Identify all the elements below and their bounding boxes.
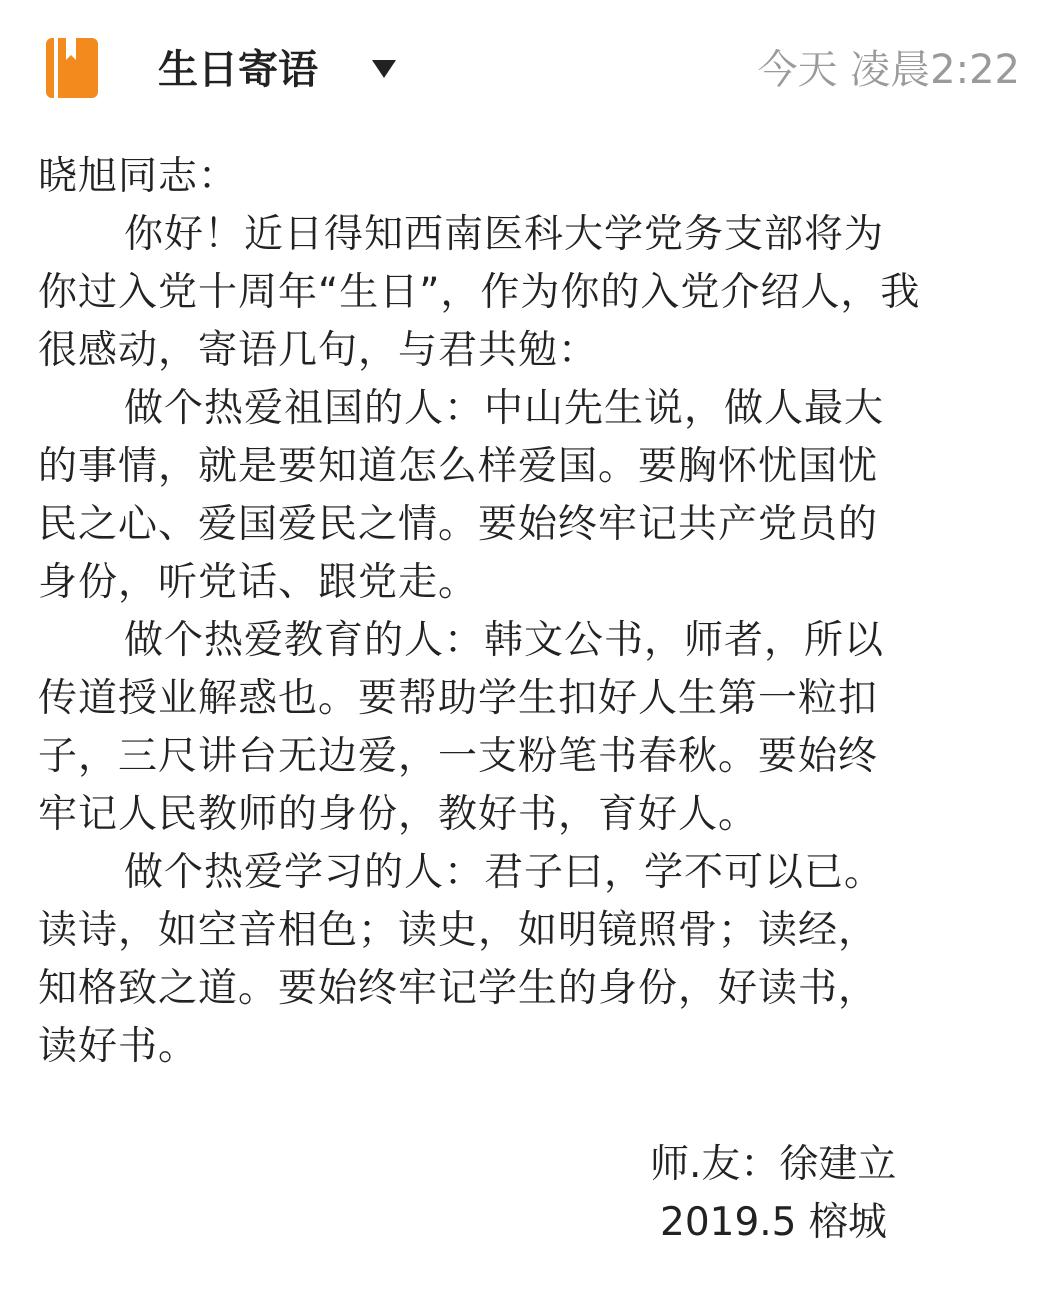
notebook-icon[interactable] xyxy=(46,38,98,98)
letter-line: 民之心、爱国爱民之情。要始终牢记共产党员的 xyxy=(38,502,879,547)
triangle-down-icon[interactable] xyxy=(370,58,398,80)
letter-body[interactable] xyxy=(38,148,998,1076)
letter-greeting: 晓旭同志： xyxy=(38,154,239,199)
letter-line: 你好！近日得知西南医科大学党务支部将为 xyxy=(124,212,885,257)
letter-line: 知格致之道。要始终牢记学生的身份，好读书， xyxy=(38,966,879,1011)
signature: 师.友：徐建立 xyxy=(650,1142,897,1187)
letter-line: 牢记人民教师的身份，教好书，育好人。 xyxy=(38,792,759,837)
letter-signature-block xyxy=(650,1136,896,1252)
letter-line: 做个热爱教育的人：韩文公书，师者，所以 xyxy=(124,618,885,663)
note-header xyxy=(0,0,1056,130)
note-timestamp: 今天 凌晨2:22 xyxy=(757,47,1020,93)
letter-line: 读好书。 xyxy=(38,1024,199,1069)
letter-line: 的事情，就是要知道怎么样爱国。要胸怀忧国忧 xyxy=(38,444,879,489)
letter-line: 你过入党十周年“生日”，作为你的入党介绍人，我 xyxy=(38,270,921,315)
note-title[interactable]: 生日寄语 xyxy=(158,47,318,93)
letter-line: 做个热爱祖国的人：中山先生说，做人最大 xyxy=(124,386,885,431)
letter-line: 很感动，寄语几句，与君共勉： xyxy=(38,328,599,373)
date-place: 2019.5 榕城 xyxy=(660,1200,887,1245)
letter-line: 做个热爱学习的人：君子曰，学不可以已。 xyxy=(124,850,885,895)
letter-line: 身份，听党话、跟党走。 xyxy=(38,560,479,605)
letter-line: 传道授业解惑也。要帮助学生扣好人生第一粒扣 xyxy=(38,676,879,721)
letter-line: 读诗，如空音相色；读史，如明镜照骨；读经， xyxy=(38,908,879,953)
letter-line: 子，三尺讲台无边爱，一支粉笔书春秋。要始终 xyxy=(38,734,879,779)
